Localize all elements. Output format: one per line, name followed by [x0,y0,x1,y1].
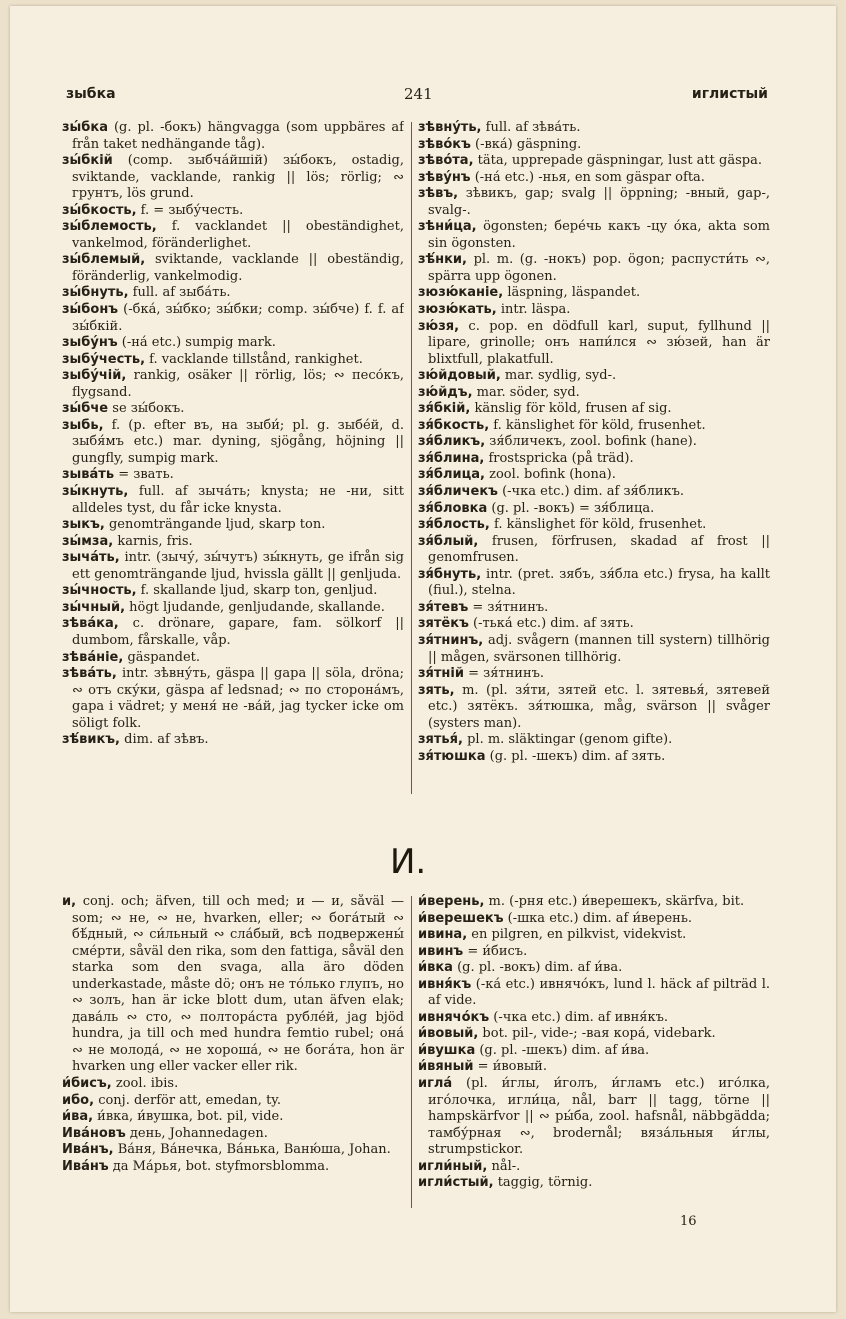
dictionary-entry [62,1093,404,1110]
entry-headword: зы́кнуть, [62,484,129,500]
entry-definition: (g. pl. -вокъ) = зя́блица. [487,500,655,516]
dictionary-entry [62,517,404,534]
dictionary-entry [62,219,404,252]
dictionary-entry [418,153,770,170]
entry-definition: läspning, läspandet. [503,285,641,301]
entry-headword: зю́йдовый, [418,368,501,384]
dictionary-entry [418,600,770,617]
dictionary-entry [418,666,770,683]
entry-definition: genomträngande ljud, skarp ton. [104,517,326,533]
dictionary-entry [418,894,770,911]
dictionary-entry [62,534,404,551]
entry-headword: и, [62,894,77,909]
entry-definition: да Ма́рья, bot. styfmorsblomma. [108,1158,330,1174]
dictionary-entry [418,960,770,977]
dictionary-entry [418,467,770,484]
entry-definition: (-тька́ etc.) dim. af зять. [468,616,634,632]
entry-headword: ибо, [62,1092,95,1108]
entry-definition: m. (pl. зя́ти, зятей etc. l. зятевья́, зятевей etc.) зятёкъ. зя́тюшка, måg, svärson || svåger (systers man). [428,682,770,731]
entry-headword: зя́блица, [418,467,485,483]
section-letter: И. [390,842,427,882]
entry-headword: зы́чность, [62,583,137,599]
entry-definition: intr. (зычу́, зы́чутъ) зы́кнуть, ge ifrån sig ett genomträngande ljud, hvissla gällt || genljuda. [72,550,404,582]
entry-headword: зя́тюшка [418,748,486,764]
entry-definition: zool. bofink (hona). [484,467,616,483]
dictionary-entry [418,927,770,944]
entry-definition: pl. m. släktingar (genom gifte). [462,732,673,748]
entry-headword: зѣва́ніе, [62,649,124,665]
entry-headword: зя́бловка [418,500,488,516]
dictionary-entry [62,352,404,369]
dictionary-entry [62,1126,404,1143]
entry-definition: f. = зыбу́честь. [136,202,244,218]
entry-definition: pl. m. (g. -нокъ) pop. ögon; распусти́ть ∾, spärra upp ögonen. [428,252,770,284]
entry-headword: ивина, [418,927,468,943]
entry-definition: f. (p. efter въ, на зыби́; pl. g. зыбе́й, d. зыбя́мъ etc.) mar. dyning, sjögång, höjning || gungfly, sumpig mark. [72,417,404,466]
entry-headword: зѣву́нъ [418,169,471,185]
entry-definition: conj. derför att, emedan, ty. [94,1092,282,1108]
entry-definition: bot. pil-, vide-; -вая кора́, videbark. [478,1026,716,1042]
entry-headword: зы́бкій [62,153,113,169]
entry-definition: frusen, förfrusen, skadad af frost || genomfrusen. [428,533,770,566]
entry-definition: (g. pl. -вокъ) dim. af и́ва. [452,960,623,976]
entry-headword: и́бисъ, [62,1076,112,1092]
entry-definition: c. drönare, gapare, fam. sölkorf || dumbom, fårskalle, våp. [72,616,404,648]
entry-definition: dim. af зѣвъ. [120,732,209,748]
dictionary-entry [418,1010,770,1027]
entry-definition: (-на́ etc.) -нья, en som gäspar ofta. [470,169,705,185]
column-divider-top [411,122,412,794]
entry-definition: frostspricka (på träd). [484,450,634,466]
dictionary-entry [418,302,770,319]
entry-headword: зюзю́кать, [418,302,497,318]
entry-headword: зы́бка [62,120,108,135]
entry-headword: игли́стый, [418,1175,494,1191]
entry-headword: зя́бличекъ [418,484,498,500]
entry-headword: зя́блость, [418,517,490,533]
column-right-top [418,120,770,800]
column-right-bottom [418,894,770,1216]
entry-headword: и́вовый, [418,1026,479,1042]
entry-definition: f. skallande ljud, skarp ton, genljud. [136,583,378,599]
entry-headword: зы́бнуть, [62,285,129,301]
entry-definition: taggig, törnig. [493,1175,593,1191]
dictionary-entry [418,567,770,600]
entry-definition: зя́бличекъ, zool. bofink (hane). [485,434,697,450]
entry-definition: = и́вовый. [473,1059,547,1075]
dictionary-entry [418,401,770,418]
entry-headword: зять, [418,682,455,698]
dictionary-entry [62,550,404,583]
dictionary-entry [62,666,404,732]
dictionary-entry [418,368,770,385]
entry-definition: = зя́тнинъ. [468,599,549,615]
entry-definition: f. vacklandet || obeständighet, vankelmod, föränderlighet. [72,219,404,251]
entry-headword: зѣни́ца, [418,219,477,235]
entry-headword: зы́мза, [62,533,114,549]
entry-definition: и́вка, и́вушка, bot. pil, vide. [93,1109,284,1125]
entry-definition: m. (-рня etc.) и́верешекъ, skärfva, bit. [484,894,745,909]
entry-definition: Ва́ня, Ва́нечка, Ва́нька, Ваню́ша, Johan. [113,1142,391,1158]
entry-headword: зѣво́къ [418,136,471,152]
entry-headword: зя́бликъ, [418,434,486,450]
entry-headword: зя́блый, [418,533,479,549]
entry-definition: sviktande, vacklande || obeständig, föränderlig, vankelmodig. [72,252,404,284]
entry-headword: зѣвъ, [418,186,459,202]
entry-definition: högt ljudande, genljudande, skallande. [125,599,385,615]
dictionary-entry [418,501,770,518]
entry-headword: и́верень, [418,894,485,909]
entry-headword: Ива́нъ, [62,1142,114,1158]
dictionary-entry [62,467,404,484]
dictionary-entry [62,418,404,468]
entry-headword: и́вка [418,960,453,976]
entry-definition: = звать. [114,467,174,483]
dictionary-entry [62,583,404,600]
entry-headword: ивня́къ [418,976,472,992]
dictionary-entry [62,732,404,749]
dictionary-entry [418,484,770,501]
dictionary-entry [418,1076,770,1159]
entry-definition: nål-. [487,1158,521,1174]
entry-headword: игли́ный, [418,1158,488,1174]
dictionary-entry [62,484,404,517]
entry-headword: и́верешекъ [418,910,504,926]
entry-headword: и́вушка [418,1042,476,1058]
running-head-left: зыбка [66,86,116,102]
column-divider-bottom [411,896,412,1208]
entry-headword: зы́блемость, [62,219,157,235]
entry-definition: gäspandet. [123,649,201,665]
dictionary-entry [62,1159,404,1176]
running-head-right: иглистый [691,86,768,102]
entry-headword: зыва́ть [62,467,115,483]
entry-definition: (g. pl. -шекъ) dim. af зять. [485,748,666,764]
entry-definition: (comp. зыбча́йшій) зы́бокъ, ostadig, sviktande, vacklande, rankig || lös; rörlig; ∾ грунтъ, lös grund. [72,153,404,202]
dictionary-entry [62,302,404,335]
entry-definition: känslig för köld, frusen af sig. [470,401,672,417]
dictionary-entry [418,683,770,733]
entry-definition: день, Johannedagen. [125,1125,268,1141]
entry-definition: ögonsten; бере́чь какъ -цу о́ка, akta som sin ögonsten. [428,219,770,251]
dictionary-entry [418,616,770,633]
entry-headword: зя́блина, [418,450,485,466]
entry-headword: зы́бонъ [62,302,119,318]
entry-headword: зѣвну́ть, [418,120,482,135]
entry-headword: зыбу́честь, [62,351,146,367]
entry-definition: (-чка etc.) dim. af ивня́къ. [489,1009,669,1025]
entry-headword: зюзю́каніе, [418,285,504,301]
column-left-top [62,120,404,800]
entry-definition: rankig, osäker || rörlig, lös; ∾ песо́къ, flygsand. [72,368,404,400]
dictionary-entry [418,170,770,187]
entry-definition: (-чка etc.) dim. af зя́бликъ. [497,484,685,500]
dictionary-entry [418,451,770,468]
dictionary-entry [62,894,404,1076]
entry-definition: mar. sydlig, syd-. [500,368,617,384]
entry-headword: зя́тній [418,666,464,682]
entry-headword: зы́бкость, [62,202,137,218]
page-number: 241 [404,85,433,103]
entry-headword: зы́бче [62,401,109,417]
dictionary-entry [62,252,404,285]
entry-headword: зя́бкость, [418,417,490,433]
dictionary-entry [418,120,770,137]
dictionary-entry [62,120,404,153]
entry-definition: f. känslighet för köld, frusenhet. [489,417,706,433]
dictionary-entry [418,749,770,766]
entry-headword: Ива́нъ [62,1158,109,1174]
entry-definition: intr. зѣвну́ть, gäspa || gapa || söla, dröna; ∾ отъ ску́ки, gäspa af ledsnad; ∾ по сторона́мъ, gapa i vädret; у меня́ не -ва́й, jag tycker icke om söligt folk. [72,666,404,731]
entry-definition: karnis, fris. [113,533,193,549]
entry-headword: зѣво́та, [418,153,474,169]
dictionary-entry [62,153,404,203]
entry-headword: зыбу́нъ [62,335,118,351]
dictionary-entry [418,1059,770,1076]
entry-headword: Ива́новъ [62,1125,126,1141]
dictionary-entry [62,203,404,220]
dictionary-entry [418,385,770,402]
entry-definition: intr. läspa. [496,302,571,318]
dictionary-entry [418,1043,770,1060]
dictionary-entry [418,732,770,749]
dictionary-entry [62,650,404,667]
entry-definition: (-бка́, зы́бко; зы́бки; comp. зы́бче) f. f. af зы́бкій. [72,302,404,334]
entry-headword: и́вяный [418,1059,474,1075]
entry-headword: ивнячо́къ [418,1009,490,1025]
entry-headword: зыча́ть, [62,550,120,566]
dictionary-entry [62,285,404,302]
entry-definition: (-ка́ etc.) ивнячо́къ, lund l. häck af pilträd l. af vide. [428,976,770,1009]
entry-headword: зѣ́нки, [418,252,467,268]
entry-headword: зя́тевъ [418,599,469,615]
dictionary-entry [62,616,404,649]
entry-definition: adj. svågern (mannen till systern) tillhörig || mågen, svärsonen tillhörig. [428,632,770,665]
dictionary-entry [62,401,404,418]
entry-definition: c. pop. en dödfull karl, suput, fyllhund || lipare, grinolle; онъ напи́лся ∾ зю́зей, han är blixtfull, plakatfull. [428,318,770,367]
entry-headword: зы́чный, [62,599,126,615]
entry-definition: (pl. и́глы, и́голъ, и́гламъ etc.) иго́лка, иго́лочка, игли́ца, nål, barr || tagg, törne || hampskärfvor || ∾ ры́ба, zool. hafsnål, näbbgädda; тамбу́рная ∾, brodernål; вяза́льныя и́глы, strumpstickor. [428,1076,770,1158]
entry-headword: зя́бнуть, [418,566,482,582]
signature-mark: 16 [680,1214,697,1229]
entry-definition: mar. söder, syd. [472,384,580,400]
entry-headword: зыкъ, [62,517,105,533]
dictionary-entry [418,186,770,219]
entry-definition: (-на́ etc.) sumpig mark. [117,335,276,351]
entry-headword: зы́блемый, [62,252,146,268]
dictionary-entry [418,434,770,451]
column-left-bottom [62,894,404,1216]
dictionary-entry [62,1142,404,1159]
entry-definition: conj. och; äfven, till och med; и — и, såväl — som; ∾ не, ∾ не, hvarken, eller; ∾ бога́тый ∾ бѣ́дный, ∾ си́льный ∾ сла́бый, всѣ подвержены́ сме́рти, såväl den rika, som den fattiga, såväl den starka som den svaga, alla äro döden underkastade, måste dö; онъ не то́лько глупъ, но ∾ золъ, han är icke blott dum, utan äfven elak; дава́ль ∾ сто, ∾ полтора́ста рубле́й, jag bjöd hundra, ja till och med hundra femtio rubel; она́ ∾ не молода́, ∾ не хороша́, ∾ не бога́та, hon är hvarken ung eller vacker eller rik. [72,894,404,1075]
dictionary-entry [418,944,770,961]
entry-definition: (-шка etc.) dim. af и́верень. [503,910,693,926]
dictionary-entry [418,911,770,928]
dictionary-entry [418,633,770,666]
entry-definition: se зы́бокъ. [108,401,185,417]
entry-definition: f. känslighet för köld, frusenhet. [489,517,707,533]
entry-definition: intr. (pret. зябъ, зя́бла etc.) frysa, ha kallt (fiul.), stelna. [428,566,770,599]
dictionary-entry [62,335,404,352]
dictionary-entry [418,1175,770,1192]
dictionary-entry [418,418,770,435]
dictionary-entry [62,600,404,617]
entry-definition: (g. pl. -шекъ) dim. af и́ва. [475,1042,650,1058]
entry-definition: en pilgren, en pilkvist, videkvist. [467,927,687,943]
dictionary-entry [62,1109,404,1126]
dictionary-entry [418,534,770,567]
entry-definition: full. af зѣва́ть. [481,120,581,135]
entry-headword: игла́ [418,1076,453,1092]
entry-headword: зя́тнинъ, [418,632,484,648]
dictionary-entry [418,1159,770,1176]
entry-definition: full. af зыба́ть. [128,285,231,301]
entry-definition: (g. pl. -бокъ) hängvagga (som uppbäres af från taket nedhängande tåg). [72,120,404,152]
entry-definition: täta, upprepade gäspningar, lust att gäspa. [473,153,762,169]
entry-definition: = и́бисъ. [463,943,528,959]
entry-headword: ивинъ [418,943,464,959]
entry-headword: зятёкъ [418,616,469,632]
dictionary-entry [418,319,770,369]
entry-definition: full. af зыча́ть; knysta; не -ни, sitt alldeles tyst, du får icke knysta. [72,484,404,516]
dictionary-entry [62,368,404,401]
dictionary-entry [418,219,770,252]
entry-headword: зѣ́викъ, [62,732,120,748]
entry-definition: zool. ibis. [111,1076,179,1092]
entry-headword: зю́йдъ, [418,384,473,400]
entry-headword: и́ва, [62,1109,94,1125]
dictionary-entry [418,1026,770,1043]
dictionary-entry [418,977,770,1010]
dictionary-entry [418,252,770,285]
entry-definition: зѣвикъ, gap; svalg || öppning; -вный, gap-, svalg-. [428,186,770,218]
entry-headword: зятья́, [418,732,463,748]
entry-headword: зю́зя, [418,318,460,334]
entry-headword: зыбу́чій, [62,368,127,384]
entry-headword: зѣва́ть, [62,666,117,682]
entry-headword: зя́бкій, [418,401,471,417]
entry-definition: f. vacklande tillstånd, rankighet. [145,351,363,367]
dictionary-entry [418,517,770,534]
dictionary-entry [418,137,770,154]
entry-headword: зыбь, [62,417,104,433]
dictionary-entry [62,1076,404,1093]
dictionary-entry [418,285,770,302]
entry-definition: (-вка́) gäspning. [470,136,582,152]
entry-headword: зѣва́ка, [62,616,119,632]
entry-definition: = зя́тнинъ. [463,666,545,682]
